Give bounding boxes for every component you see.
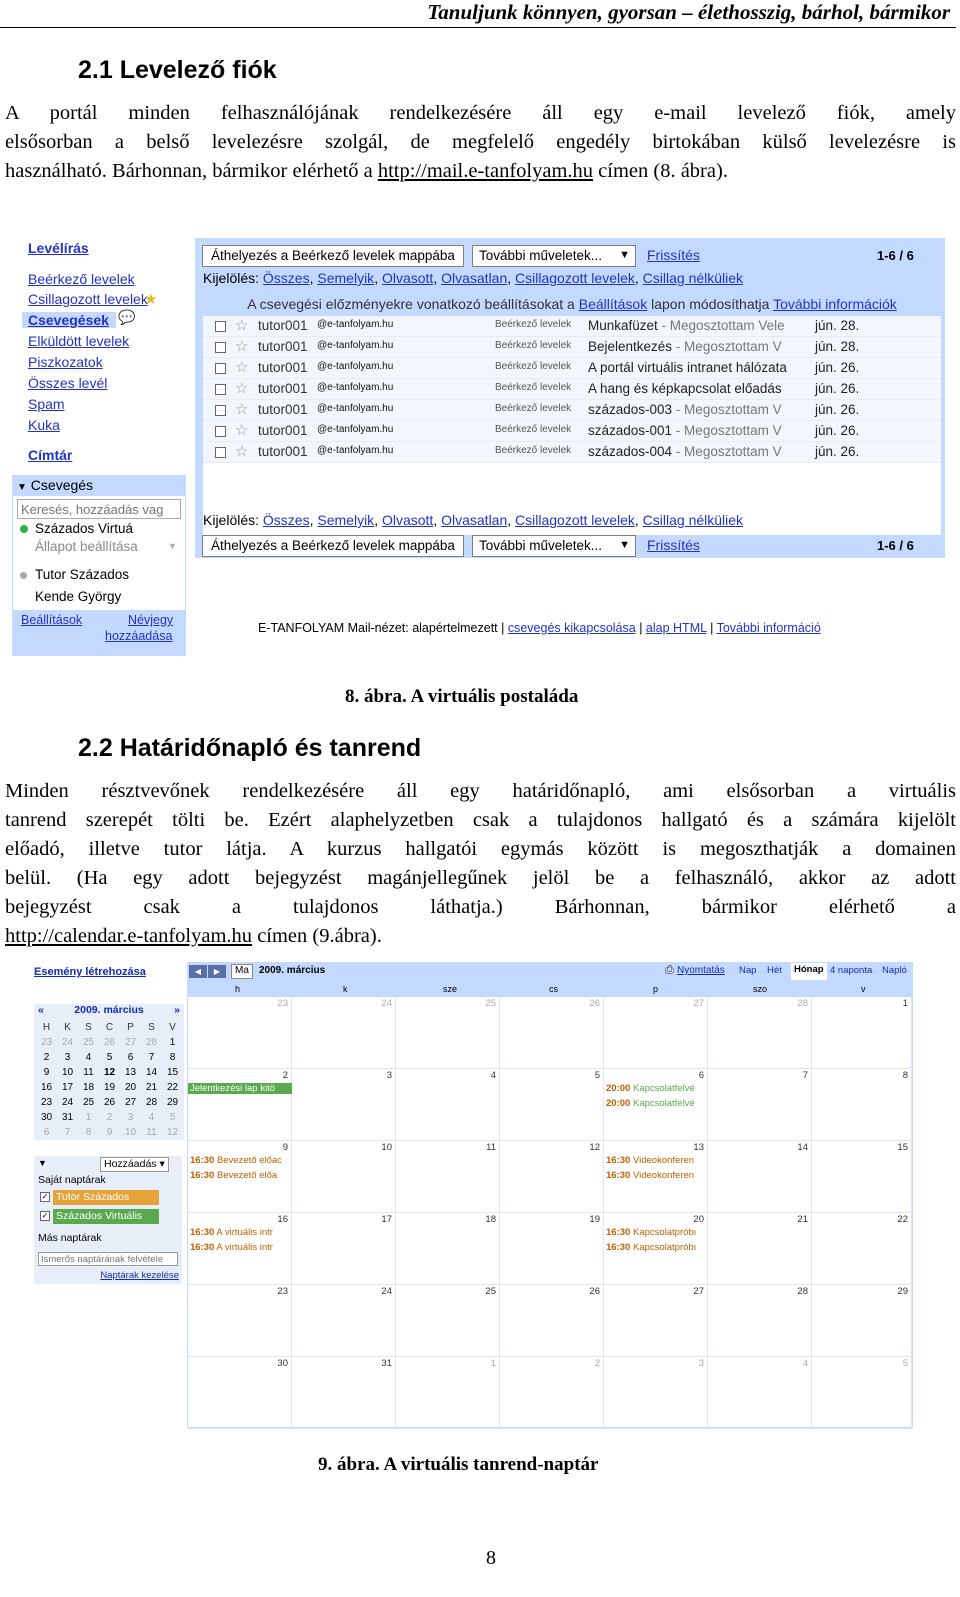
day-cell[interactable] xyxy=(500,997,604,1069)
add-contact-link-line2[interactable]: hozzáadása xyxy=(105,629,173,643)
calendar-checkbox[interactable]: ✓ xyxy=(41,1211,49,1220)
day-number: 30 xyxy=(277,1358,288,1369)
calendar-event[interactable]: 16:30 Videokonferen xyxy=(606,1170,695,1181)
day-cell[interactable] xyxy=(188,1213,292,1285)
day-number: 29 xyxy=(897,1286,908,1297)
day-number: 13 xyxy=(693,1142,704,1153)
day-number: 28 xyxy=(797,1286,808,1297)
row-checkbox[interactable] xyxy=(215,384,226,395)
day-cell[interactable] xyxy=(292,997,396,1069)
day-number: 15 xyxy=(897,1142,908,1153)
star-icon[interactable]: ☆ xyxy=(235,442,249,460)
day-number: 2 xyxy=(282,1070,288,1081)
day-cell[interactable] xyxy=(500,1357,604,1429)
select-unread[interactable]: Olvasatlan xyxy=(441,270,508,286)
section-title-calendar: 2.2 Határidőnapló és tanrend xyxy=(78,734,422,762)
nav-spam[interactable]: Spam xyxy=(28,396,65,412)
print-link[interactable]: Nyomtatás xyxy=(677,965,725,976)
row-checkbox[interactable] xyxy=(215,363,226,374)
select-all[interactable]: Összes xyxy=(262,270,310,286)
view-agenda[interactable]: Napló xyxy=(882,965,907,976)
paragraph-line: elsősorban a belső levelezésre szolgál, de megfelelő engedély birtokában külső levelezésre is xyxy=(5,131,956,153)
mini-calendar-title: « 2009. március » xyxy=(34,1004,184,1018)
selection-line: Kijelölés: Összes, Semelyik, Olvasott, Olvasatlan, Csillagozott levelek, Csillag nélküliek xyxy=(203,270,744,286)
view-week[interactable]: Hét xyxy=(767,965,782,976)
day-cell[interactable] xyxy=(708,1213,812,1285)
paragraph-line: előadó, illetve tutor látja. A kurzus hallgatói egymás között is megoszthatják a domainen xyxy=(5,838,956,860)
more-info-link[interactable]: További információ xyxy=(716,621,821,635)
row-checkbox[interactable] xyxy=(215,426,226,437)
star-icon[interactable]: ☆ xyxy=(235,400,249,418)
day-number: 8 xyxy=(902,1070,908,1081)
day-cell[interactable] xyxy=(604,1069,708,1141)
day-cell[interactable] xyxy=(500,1141,604,1213)
create-event-link[interactable]: Esemény létrehozása xyxy=(34,966,146,978)
day-number: 21 xyxy=(797,1214,808,1225)
day-cell[interactable] xyxy=(396,1357,500,1429)
figure-8-caption: 8. ábra. A virtuális postaláda xyxy=(345,686,579,707)
day-number: 6 xyxy=(698,1070,704,1081)
day-number: 19 xyxy=(589,1214,600,1225)
day-cell[interactable] xyxy=(604,1285,708,1357)
select-read[interactable]: Olvasott xyxy=(381,270,434,286)
day-cell[interactable] xyxy=(292,1141,396,1213)
top-toolbar xyxy=(200,245,940,267)
select-unstarred[interactable]: Csillag nélküliek xyxy=(642,270,744,286)
refresh-link[interactable]: Frissítés xyxy=(647,537,700,553)
day-number: 26 xyxy=(589,998,600,1009)
select-starred[interactable]: Csillagozott levelek xyxy=(515,270,635,286)
paragraph-line: Minden résztvevőnek rendelkezésére áll egy határidőnapló, ami elsősorban a virtuális xyxy=(5,780,956,802)
star-icon[interactable]: ☆ xyxy=(235,337,249,355)
mini-calendar-grid: H K S C P S V 23 24 25 26 27 28 1 2 3 4 5 6 7 8 9 10 11 12 13 14 15 16 17 18 19 20 21 22 23 24 25 26 27 28 29 30 31 1 2 3 4 5 6 7 8 9 10 11 12 xyxy=(40,1022,179,1138)
view-day[interactable]: Nap xyxy=(739,965,757,976)
day-number: 24 xyxy=(381,998,392,1009)
section-calendar-paragraph xyxy=(5,777,956,951)
row-checkbox[interactable] xyxy=(215,447,226,458)
day-cell[interactable] xyxy=(708,1069,812,1141)
chevron-down-icon: ▼ xyxy=(619,539,630,551)
select-unread[interactable]: Olvasatlan xyxy=(441,512,508,528)
compose-link[interactable]: Levélírás xyxy=(28,240,89,256)
online-status-icon xyxy=(20,525,28,533)
paragraph-line: http://calendar.e-tanfolyam.hu címen (9.ábra). xyxy=(5,925,382,947)
row-checkbox[interactable] xyxy=(215,405,226,416)
day-number: 25 xyxy=(485,1286,496,1297)
day-number: 23 xyxy=(277,1286,288,1297)
day-cell[interactable] xyxy=(188,1357,292,1429)
day-number: 31 xyxy=(381,1358,392,1369)
day-cell[interactable] xyxy=(812,997,912,1069)
gmail-footer: E-TANFOLYAM Mail-nézet: alapértelmezett | csevegés kikapcsolása | alap HTML | További információ xyxy=(258,621,821,635)
day-cell[interactable] xyxy=(396,1285,500,1357)
day-cell[interactable] xyxy=(708,1141,812,1213)
day-cell[interactable] xyxy=(604,1357,708,1429)
add-calendar-button[interactable]: Hozzáadás ▾ xyxy=(100,1157,169,1172)
chat-contact[interactable]: Kende György xyxy=(35,589,122,604)
day-number: 4 xyxy=(802,1358,808,1369)
day-number: 24 xyxy=(381,1286,392,1297)
select-none[interactable]: Semelyik xyxy=(317,512,375,528)
month-grid xyxy=(187,982,913,1428)
nav-chats[interactable]: Csevegések xyxy=(22,312,116,328)
weekday-header: h k sze cs p szo v xyxy=(188,983,912,997)
day-number: 18 xyxy=(485,1214,496,1225)
day-cell[interactable] xyxy=(396,1069,500,1141)
bottom-toolbar xyxy=(200,535,940,557)
day-cell[interactable] xyxy=(812,1141,912,1213)
page-number: 8 xyxy=(486,1547,496,1569)
calendar-event[interactable]: 16:30 A virtuális intr xyxy=(190,1242,273,1253)
calendar-event[interactable]: Jelentkezési lap kitö xyxy=(188,1083,292,1094)
day-cell[interactable] xyxy=(188,1069,292,1141)
chat-history-info: A csevegési előzményekre vonatkozó beállításokat a Beállítások lapon módosíthatja További információk xyxy=(247,296,897,312)
star-icon[interactable]: ☆ xyxy=(235,421,249,439)
paragraph-line: használható. Bárhonnan, bármikor elérhető a http://mail.e-tanfolyam.hu címen (8. ábra). xyxy=(5,160,728,182)
day-cell[interactable] xyxy=(604,1213,708,1285)
message-row[interactable]: ☆ tutor001 @e-tanfolyam.hu Beérkező levelek Munkafüzet - Megosztottam Vele jún. 28. xyxy=(203,316,941,337)
refresh-link[interactable]: Frissítés xyxy=(647,247,700,263)
day-number: 11 xyxy=(486,1142,496,1153)
day-number: 5 xyxy=(902,1358,908,1369)
paragraph-line: tanrend szerepét tölti be. Ezért alaphelyzetben csak a tulajdonos hallgató és a számára kijelölt xyxy=(5,809,956,831)
day-number: 4 xyxy=(490,1070,496,1081)
nav-sent[interactable]: Elküldött levelek xyxy=(28,333,130,349)
chat-settings-link[interactable]: Beállítások xyxy=(21,613,83,627)
message-count: 1-6 / 6 xyxy=(877,538,914,553)
print-icon: ⎙ xyxy=(665,963,674,976)
nav-inbox[interactable]: Beérkező levelek xyxy=(28,271,135,287)
day-number: 9 xyxy=(282,1142,288,1153)
calendar-event[interactable]: 16:30 Kapcsolatpróbı xyxy=(606,1227,697,1238)
day-cell[interactable] xyxy=(812,1213,912,1285)
star-icon[interactable]: ☆ xyxy=(235,379,249,397)
calendar-checkbox[interactable]: ✓ xyxy=(41,1192,49,1201)
settings-link[interactable]: Beállítások xyxy=(578,296,648,312)
paragraph-line: bejegyzést csak a tulajdonos láthatja.) Bárhonnan, bármikor elérhető a xyxy=(5,896,956,918)
prev-icon[interactable]: ◀ xyxy=(189,965,207,978)
message-row[interactable]: ☆ tutor001 @e-tanfolyam.hu Beérkező levelek százados-001 - Megosztottam V jún. 26. xyxy=(203,421,941,442)
message-row[interactable]: ☆ tutor001 @e-tanfolyam.hu Beérkező levelek százados-003 - Megosztottam V jún. 26. xyxy=(203,400,941,421)
calendar-event[interactable]: 16:30 Bevezető előa xyxy=(190,1170,278,1181)
day-number: 1 xyxy=(902,998,908,1009)
friend-calendar-input[interactable] xyxy=(38,1252,178,1266)
day-cell[interactable] xyxy=(500,1285,604,1357)
gmail-sidebar xyxy=(12,238,192,670)
day-cell[interactable] xyxy=(708,997,812,1069)
message-row[interactable]: ☆ tutor001 @e-tanfolyam.hu Beérkező levelek A portál virtuális intranet hálózata jún. 26. xyxy=(203,358,941,379)
day-number: 20 xyxy=(693,1214,704,1225)
chat-bubble-icon: 💬 xyxy=(118,310,136,326)
day-number: 1 xyxy=(490,1358,496,1369)
calendar-event[interactable]: 16:30 Kapcsolatpróbı xyxy=(606,1242,697,1253)
day-cell[interactable] xyxy=(604,997,708,1069)
day-cell[interactable] xyxy=(188,1141,292,1213)
day-number: 2 xyxy=(594,1358,600,1369)
selection-line-bottom: Kijelölés: Összes, Semelyik, Olvasott, Olvasatlan, Csillagozott levelek, Csillag nélküliek xyxy=(203,512,744,528)
current-month: 2009. március xyxy=(259,965,326,976)
add-contact-link-line1[interactable]: Névjegy xyxy=(128,613,174,627)
mail-url-link[interactable]: http://mail.e-tanfolyam.hu xyxy=(377,160,594,182)
day-cell[interactable] xyxy=(812,1069,912,1141)
row-checkbox[interactable] xyxy=(215,321,226,332)
day-cell[interactable] xyxy=(500,1069,604,1141)
header-tagline: Tanuljunk könnyen, gyorsan – élethosszig, bárhol, bármikor xyxy=(427,0,950,24)
day-cell[interactable] xyxy=(292,1357,396,1429)
basic-html-link[interactable]: alap HTML xyxy=(645,621,707,635)
my-calendars-heading: Saját naptárak xyxy=(38,1174,106,1186)
calendar-event[interactable]: 16:30 Videokonferen xyxy=(606,1155,695,1166)
view-month[interactable]: Hónap xyxy=(791,963,827,980)
day-number: 12 xyxy=(589,1142,600,1153)
day-cell[interactable] xyxy=(292,1069,396,1141)
day-number: 17 xyxy=(381,1214,392,1225)
calendar-event[interactable]: 16:30 A virtuális intr xyxy=(190,1227,273,1238)
chevron-down-icon: ▼ xyxy=(168,541,177,551)
day-cell[interactable] xyxy=(188,1285,292,1357)
calendar-url-link[interactable]: http://calendar.e-tanfolyam.hu xyxy=(5,925,253,947)
day-number: 3 xyxy=(698,1358,704,1369)
select-none[interactable]: Semelyik xyxy=(317,270,375,286)
day-cell[interactable] xyxy=(188,997,292,1069)
day-cell[interactable] xyxy=(812,1357,912,1429)
day-cell[interactable] xyxy=(604,1141,708,1213)
more-info-link[interactable]: További információk xyxy=(773,296,897,312)
select-read[interactable]: Olvasott xyxy=(381,512,434,528)
day-cell[interactable] xyxy=(708,1285,812,1357)
more-actions-select[interactable]: További műveletek... ▼ xyxy=(472,245,636,267)
paragraph-line: A portál minden felhasználójának rendelkezésére áll egy e-mail levelező fiók, amely xyxy=(5,102,956,124)
day-number: 23 xyxy=(277,998,288,1009)
calendar-toolbar xyxy=(187,962,913,982)
calendar-event[interactable]: 20:00 Kapcsolatfelvé xyxy=(606,1098,695,1109)
chat-panel xyxy=(12,475,186,653)
chevron-down-icon: ▼ xyxy=(619,249,630,261)
today-button[interactable]: Ma xyxy=(231,964,253,979)
day-cell[interactable] xyxy=(396,1141,500,1213)
chat-search-input[interactable] xyxy=(17,499,181,519)
message-list xyxy=(203,316,941,535)
message-row[interactable]: ☆ tutor001 @e-tanfolyam.hu Beérkező levelek százados-004 - Megosztottam V jún. 26. xyxy=(203,442,941,463)
day-cell[interactable] xyxy=(292,1213,396,1285)
chat-header[interactable]: ▼ Csevegés xyxy=(13,476,185,496)
day-number: 14 xyxy=(797,1142,808,1153)
move-to-inbox-button[interactable]: Áthelyezés a Beérkező levelek mappába xyxy=(202,245,464,267)
nav-trash[interactable]: Kuka xyxy=(28,417,60,433)
calendar-app xyxy=(30,962,916,1428)
other-calendars-heading: Más naptárak xyxy=(38,1232,102,1244)
day-number: 10 xyxy=(381,1142,392,1153)
more-actions-select[interactable]: További műveletek... ▼ xyxy=(472,535,636,557)
day-number: 3 xyxy=(386,1070,392,1081)
star-icon[interactable]: ☆ xyxy=(235,358,249,376)
day-cell[interactable] xyxy=(812,1285,912,1357)
offline-status-icon xyxy=(20,572,27,579)
view-4days[interactable]: 4 naponta xyxy=(830,965,873,976)
star-icon[interactable]: ☆ xyxy=(235,316,249,334)
day-cell[interactable] xyxy=(396,997,500,1069)
status-setter[interactable]: Állapot beállítása xyxy=(35,539,138,554)
nav-all-mail[interactable]: Összes levél xyxy=(28,375,108,391)
section-title-mail: 2.1 Levelező fiók xyxy=(78,56,277,84)
mini-calendar xyxy=(34,1004,184,1140)
day-number: 28 xyxy=(797,998,808,1009)
nav-drafts[interactable]: Piszkozatok xyxy=(28,354,103,370)
calendar-list-panel xyxy=(34,1156,182,1284)
select-starred[interactable]: Csillagozott levelek xyxy=(515,512,635,528)
nav-contacts[interactable]: Címtár xyxy=(28,447,73,463)
day-number: 5 xyxy=(594,1070,600,1081)
next-icon[interactable]: ▶ xyxy=(208,965,226,978)
prev-icon[interactable]: « xyxy=(38,1004,44,1016)
my-name: Százados Virtuá xyxy=(35,521,134,536)
row-checkbox[interactable] xyxy=(215,342,226,353)
day-number: 22 xyxy=(897,1214,908,1225)
day-number: 25 xyxy=(485,998,496,1009)
running-header xyxy=(0,0,956,28)
section-mail-paragraph xyxy=(5,99,956,186)
move-to-inbox-button[interactable]: Áthelyezés a Beérkező levelek mappába xyxy=(202,535,464,557)
manage-calendars-link[interactable]: Naptárak kezelése xyxy=(100,1270,179,1281)
message-row[interactable]: ☆ tutor001 @e-tanfolyam.hu Beérkező levelek A hang és képkapcsolat előadás jún. 26. xyxy=(203,379,941,400)
chat-off-link[interactable]: csevegés kikapcsolása xyxy=(507,621,636,635)
day-number: 27 xyxy=(693,1286,704,1297)
figure-9-caption: 9. ábra. A virtuális tanrend-naptár xyxy=(318,1454,599,1475)
message-count: 1-6 / 6 xyxy=(877,248,914,263)
day-number: 26 xyxy=(589,1286,600,1297)
select-unstarred[interactable]: Csillag nélküliek xyxy=(642,512,744,528)
day-cell[interactable] xyxy=(396,1213,500,1285)
day-cell[interactable] xyxy=(708,1357,812,1429)
calendar-item[interactable]: Százados Virtuális xyxy=(53,1209,159,1224)
day-number: 27 xyxy=(693,998,704,1009)
calendar-event[interactable]: 20:00 Kapcsolatfelvé xyxy=(606,1083,695,1094)
next-icon[interactable]: » xyxy=(174,1004,180,1016)
calendar-event[interactable]: 16:30 Bevezető előac xyxy=(190,1155,282,1166)
message-row[interactable]: ☆ tutor001 @e-tanfolyam.hu Beérkező levelek Bejelentkezés - Megosztottam V jún. 28. xyxy=(203,337,941,358)
day-cell[interactable] xyxy=(500,1213,604,1285)
nav-starred[interactable]: Csillagozott levelek xyxy=(28,291,148,307)
gmail-main xyxy=(195,238,945,558)
chat-contact[interactable]: Tutor Százados xyxy=(35,567,130,582)
day-number: 16 xyxy=(277,1214,288,1225)
calendar-item[interactable]: Tutor Százados xyxy=(53,1190,159,1205)
select-all[interactable]: Összes xyxy=(262,512,310,528)
star-icon: ★ xyxy=(144,290,158,308)
day-number: 7 xyxy=(802,1070,808,1081)
chevron-down-icon[interactable]: ▼ xyxy=(38,1158,47,1168)
day-cell[interactable] xyxy=(292,1285,396,1357)
paragraph-line: belül. (Ha egy adott bejegyzést magánjellegűnek jelöl be a felhasználó, akkor az adott xyxy=(5,867,956,889)
